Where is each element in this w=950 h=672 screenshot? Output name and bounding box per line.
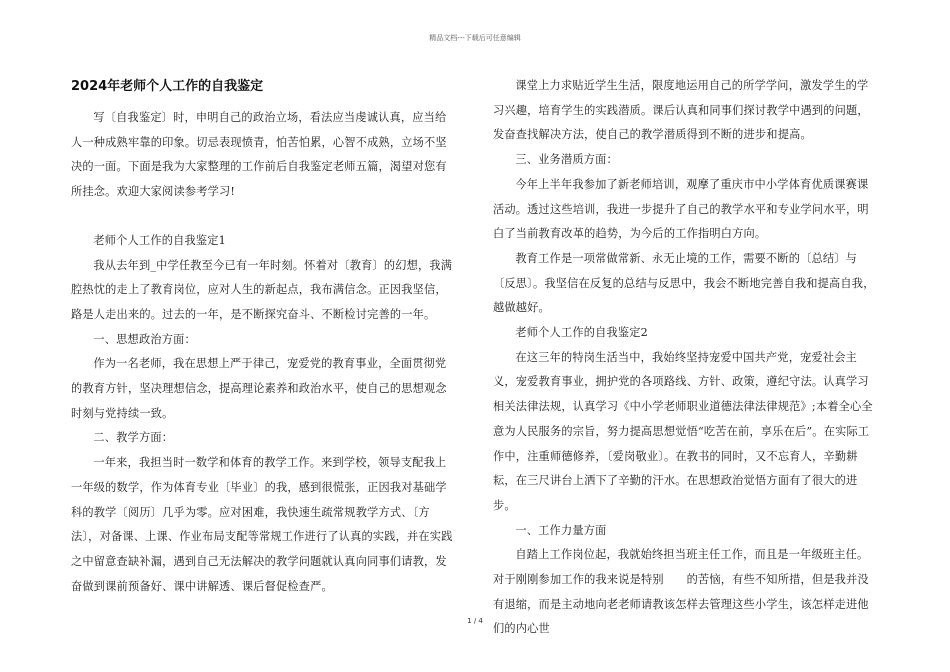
body-paragraph: 自踏上工作岗位起，我就始终担当班主任工作，而且是一年级班主任。对于刚刚参加工作的我来说是特别 的苦恼，有些不知所措，但是我并没有退缩，而是主动地向老老师请教该怎样去管理这些小学生，该怎样走进他们的内心世 xyxy=(493,548,869,636)
section-heading: 二、教学方面： xyxy=(93,431,174,445)
body-paragraph: 一年来，我担当时一数学和体育的教学工作。来到学校，领导支配我上一年级的数学，作为体育专业〔毕业〕的我，感到很慌张，正因我对基础学科的教学〔阅历〕几乎为零。应对困难，我快速生疏常规教学方式、〔方法〕，对备课、上课、作业布局支配等常规工作进行了认真的实践，并在实践之中留意查缺补漏，遇到自己无法解决的教学问题就认真向同事们请教，发奋做到课前预备好、课中讲解透、课后督促检查严。 xyxy=(71,456,453,593)
section-heading: 老师个人工作的自我鉴定2 xyxy=(515,326,648,340)
intro-paragraph: 写〔自我鉴定〕时，申明自己的政治立场，看法应当虔诚认真，应当给人一种成熟牢靠的印象。切忌表现愤青，怕苦怕累，心智不成熟，立场不坚决的一面。下面是我为大家整理的工作前后自我鉴定老师五篇，渴望对您有所挂念。欢迎大家阅读参考学习! xyxy=(71,111,447,199)
body-paragraph: 我从去年到_中学任教至今已有一年时刻。怀着对〔教育〕的幻想，我满腔热忱的走上了教育岗位，应对人生的新起点，我布满信念。正因我坚信，路是人走出来的。过去的一年，是不断探究奋斗、不断检讨完善的一年。 xyxy=(71,258,453,321)
body-paragraph: 作为一名老师，我在思想上严于律己，宠爱党的教育事业，全面贯彻党的教育方针，坚决理想信念，提高理论素养和政治水平，使自己的思想观念时刻与党持续一致。 xyxy=(71,357,447,420)
left-column xyxy=(71,78,455,599)
right-column xyxy=(493,74,877,642)
body-paragraph: 今年上半年我参加了新老师培训，观摩了重庆市中小学体育优质课赛课活动。透过这些培训，我进一步提升了自己的教学水平和专业学问水平，明白了当前教育改革的趋势，为今后的工作指明白方向。 xyxy=(493,177,869,241)
page-number: 1 / 4 xyxy=(467,617,483,625)
section-heading: 一、工作力量方面 xyxy=(515,523,607,537)
section-heading: 一、思想政治方面： xyxy=(93,332,196,346)
page-header: 精品文档---下载后可任意编辑 xyxy=(429,34,521,42)
paragraph-spacer xyxy=(71,205,455,229)
body-paragraph: 课堂上力求贴近学生生活，限度地运用自己的所学学问，激发学生的学习兴趣，培育学生的实践潜质。课后认真和同事们探讨教学中遇到的问题，发奋查找解决方法，使自己的教学潜质得到不断的进步和提高。 xyxy=(493,79,869,142)
body-paragraph: 教育工作是一项常做常新、永无止境的工作，需要不断的〔总结〕与〔反思〕。我坚信在反复的总结与反思中，我会不断地完善自我和提高自我，越做越好。 xyxy=(493,251,875,315)
body-paragraph: 在这三年的特岗生活当中，我始终坚持宠爱中国共产党，宠爱社会主义，宠爱教育事业，拥护党的各项路线、方针、政策，遵纪守法。认真学习相关法律法规，认真学习《中小学老师职业道德法律法律规范》;本着全心全意为人民服务的宗旨，努力提高思想觉悟“吃苦在前，享乐在后”。在实际工作中，注重师德修养，〔爱岗敬业〕。在教书的同时，又不忘育人，辛勤耕耘，在三尺讲台上洒下了辛勤的汗水。在思想政治觉悟方面有了很大的进步。 xyxy=(493,350,873,512)
section-heading: 三、业务潜质方面： xyxy=(515,153,618,167)
section-heading: 老师个人工作的自我鉴定1 xyxy=(93,233,226,247)
document-title: 2024年老师个人工作的自我鉴定 xyxy=(71,79,264,94)
